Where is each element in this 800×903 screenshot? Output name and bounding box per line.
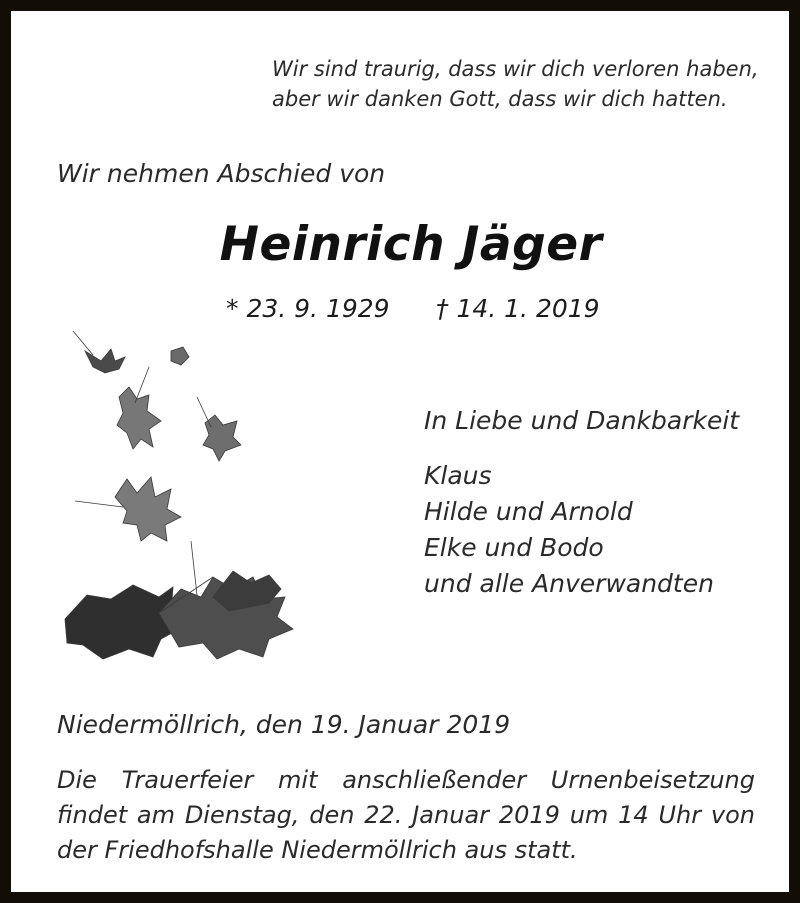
motto-line-1: Wir sind traurig, dass wir dich verloren haben, bbox=[272, 57, 759, 81]
leaf-5 bbox=[115, 477, 181, 541]
signature-intro: In Liebe und Dankbarkeit bbox=[424, 406, 740, 435]
service-line-3: der Friedhofshalle Niedermöllrich aus statt. bbox=[57, 836, 578, 864]
deceased-name: Heinrich Jäger bbox=[219, 217, 603, 272]
leaf-3 bbox=[117, 387, 161, 449]
motto-line-2: aber wir danken Gott, dass wir dich hatten. bbox=[272, 87, 728, 111]
leaf-2 bbox=[171, 347, 189, 365]
falling-leaves-image bbox=[63, 327, 295, 661]
farewell-intro: Wir nehmen Abschied von bbox=[57, 159, 386, 188]
mourner-name: und alle Anverwandten bbox=[424, 569, 714, 598]
mourner-name: Elke und Bodo bbox=[424, 533, 604, 562]
mourner-name: Klaus bbox=[424, 461, 492, 490]
mourners-list bbox=[424, 458, 714, 602]
funeral-service-notice bbox=[57, 763, 755, 868]
death-date: † 14. 1. 2019 bbox=[436, 294, 600, 323]
motto-verse bbox=[272, 54, 772, 114]
place-and-date: Niedermöllrich, den 19. Januar 2019 bbox=[57, 710, 511, 739]
service-line-2: findet am Dienstag, den 22. Januar 2019 um 14 Uhr von bbox=[57, 801, 755, 829]
birth-date: * 23. 9. 1929 bbox=[226, 294, 390, 323]
mourner-name: Hilde und Arnold bbox=[424, 497, 633, 526]
service-line-1: Die Trauerfeier mit anschließender Urnenbeisetzung bbox=[57, 766, 755, 794]
